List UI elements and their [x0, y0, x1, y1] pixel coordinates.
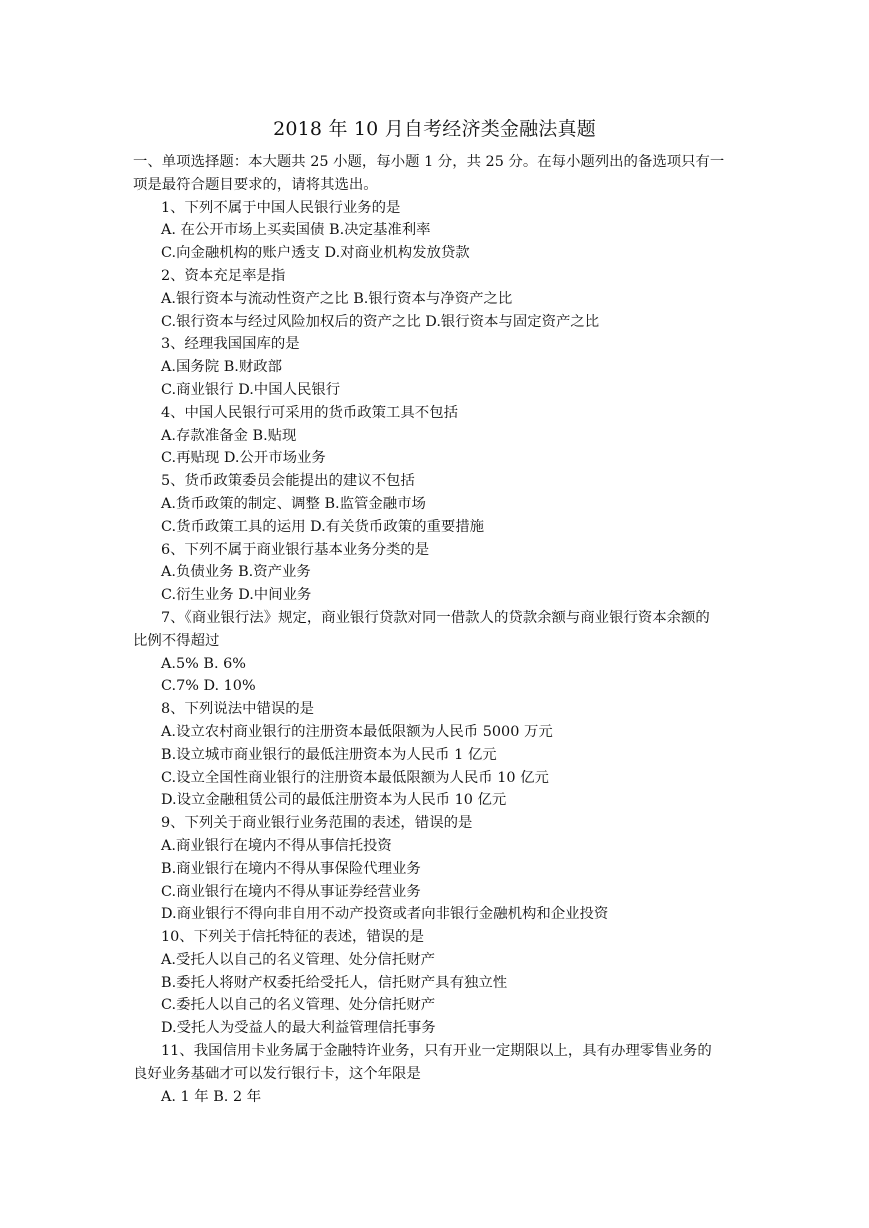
section-instructions-line-2: 项是最符合题目要求的，请将其选出。	[133, 176, 378, 193]
question-9-option-c: C.商业银行在境内不得从事证券经营业务	[161, 883, 421, 900]
question-10-option-b: B.委托人将财产权委托给受托人，信托财产具有独立性	[161, 974, 508, 991]
question-3-options-line-2: C.商业银行 D.中国人民银行	[161, 381, 341, 398]
question-9-option-b: B.商业银行在境内不得从事保险代理业务	[161, 860, 421, 877]
question-2-options-line-2: C.银行资本与经过风险加权后的资产之比 D.银行资本与固定资产之比	[161, 313, 600, 330]
question-1-options-line-1: A. 在公开市场上买卖国债 B.决定基准利率	[161, 222, 431, 239]
question-2-options-line-1: A.银行资本与流动性资产之比 B.银行资本与净资产之比	[161, 290, 513, 307]
question-3-stem: 3、经理我国国库的是	[161, 336, 300, 353]
question-9-stem: 9、下列关于商业银行业务范围的表述，错误的是	[161, 815, 473, 832]
document-title: 2018 年 10 月自考经济类金融法真题	[273, 118, 596, 140]
question-8-option-d: D.设立金融租赁公司的最低注册资本为人民币 10 亿元	[161, 792, 507, 809]
question-8-option-c: C.设立全国性商业银行的注册资本最低限额为人民币 10 亿元	[161, 769, 549, 786]
question-8-stem: 8、下列说法中错误的是	[161, 701, 315, 718]
question-1-options-line-2: C.向金融机构的账户透支 D.对商业机构发放贷款	[161, 245, 470, 262]
question-3-options-line-1: A.国务院 B.财政部	[161, 359, 283, 376]
question-10-option-c: C.委托人以自己的名义管理、处分信托财产	[161, 997, 436, 1014]
question-2-stem: 2、资本充足率是指	[161, 267, 286, 284]
question-4-stem: 4、中国人民银行可采用的货币政策工具不包括	[161, 404, 458, 421]
question-6-options-line-2: C.衍生业务 D.中间业务	[161, 587, 312, 604]
document-body	[133, 151, 743, 1108]
question-11-stem-line-2: 良好业务基础才可以发行银行卡，这个年限是	[133, 1065, 421, 1082]
question-10-option-a: A.受托人以自己的名义管理、处分信托财产	[161, 951, 435, 968]
question-7-stem-line-2: 比例不得超过	[133, 632, 220, 649]
question-8-option-a: A.设立农村商业银行的注册资本最低限额为人民币 5000 万元	[161, 723, 553, 740]
question-4-options-line-1: A.存款准备金 B.贴现	[161, 427, 297, 444]
question-7-stem-line-1: 7、《商业银行法》规定，商业银行贷款对同一借款人的贷款余额与商业银行资本余额的	[161, 609, 710, 626]
question-11-options-line-1: A. 1 年 B. 2 年	[161, 1088, 262, 1105]
question-5-options-line-1: A.货币政策的制定、调整 B.监管金融市场	[161, 495, 426, 512]
question-6-options-line-1: A.负债业务 B.资产业务	[161, 564, 311, 581]
question-7-options-line-2: C.7% D. 10%	[161, 678, 256, 695]
section-instructions-line-1: 一、单项选择题：本大题共 25 小题，每小题 1 分，共 25 分。在每小题列出的备选项只有一	[133, 154, 725, 170]
question-7-options-line-1: A.5% B. 6%	[161, 655, 246, 672]
question-10-stem: 10、下列关于信托特征的表述，错误的是	[161, 929, 424, 946]
question-1-stem: 1、下列不属于中国人民银行业务的是	[161, 199, 401, 216]
question-6-stem: 6、下列不属于商业银行基本业务分类的是	[161, 541, 430, 558]
question-9-option-a: A.商业银行在境内不得从事信托投资	[161, 837, 392, 854]
question-4-options-line-2: C.再贴现 D.公开市场业务	[161, 450, 326, 467]
question-8-option-b: B.设立城市商业银行的最低注册资本为人民币 1 亿元	[161, 746, 497, 763]
question-10-option-d: D.受托人为受益人的最大利益管理信托事务	[161, 1020, 436, 1037]
question-5-stem: 5、货币政策委员会能提出的建议不包括	[161, 473, 415, 490]
question-9-option-d: D.商业银行不得向非自用不动产投资或者向非银行金融机构和企业投资	[161, 906, 609, 923]
question-11-stem-line-1: 11、我国信用卡业务属于金融特许业务，只有开业一定期限以上，具有办理零售业务的	[161, 1043, 712, 1060]
question-5-options-line-2: C.货币政策工具的运用 D.有关货币政策的重要措施	[161, 518, 485, 535]
